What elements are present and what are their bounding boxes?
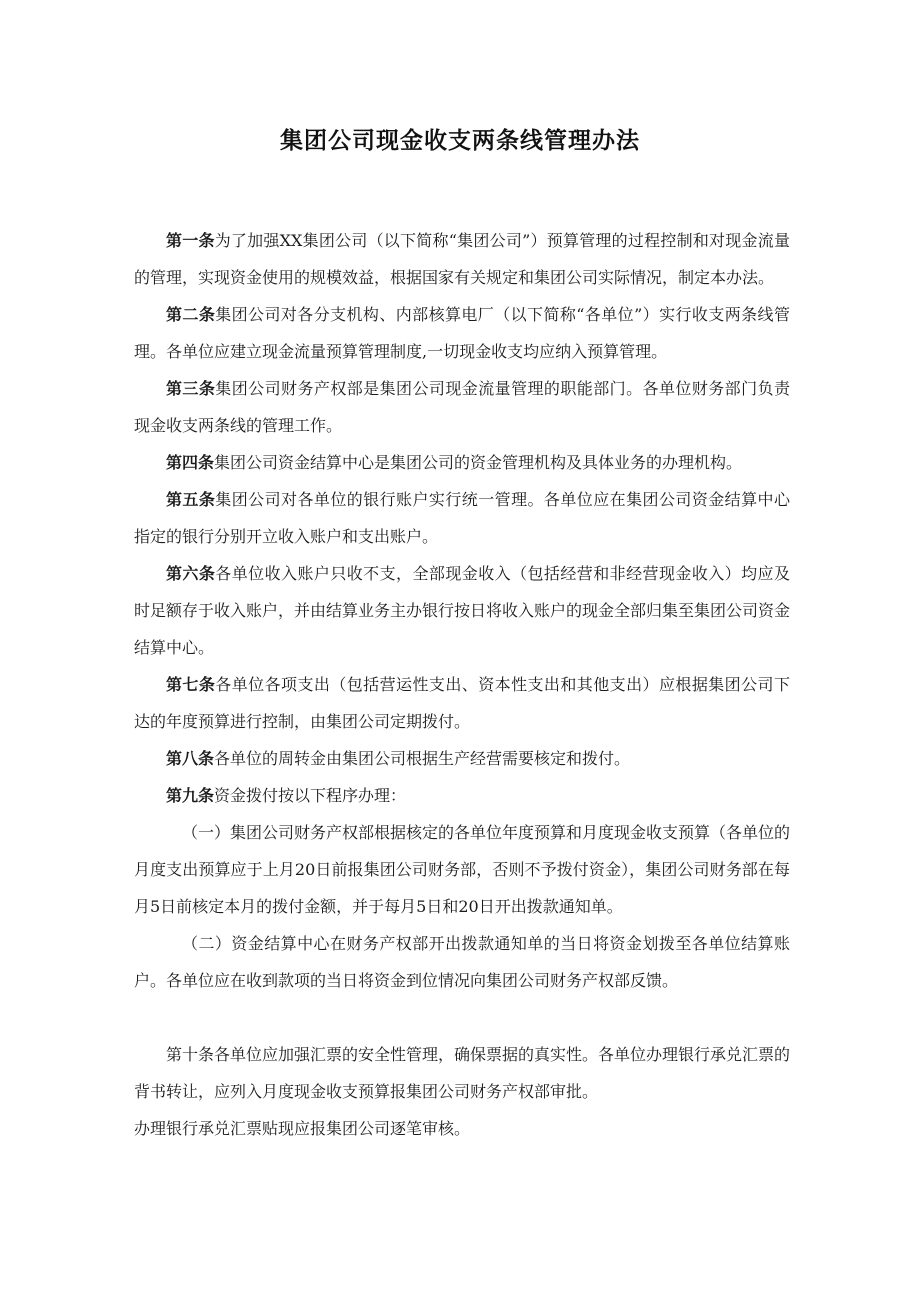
article-3-text: 集团公司财务产权部是集团公司现金流量管理的职能部门。各单位财务部门负责现金收支两条线的管理工作。 xyxy=(134,379,790,435)
document-body xyxy=(134,222,790,1147)
article-6-text: 各单位收入账户只收不支，全部现金收入（包括经营和非经营现金收入）均应及时足额存于收入账户，并由结算业务主办银行按日将收入账户的现金全部归集至集团公司资金结算中心。 xyxy=(134,564,791,657)
article-4-label: 第四条 xyxy=(166,453,215,472)
article-2 xyxy=(134,296,790,370)
article-9-text: 资金拨付按以下程序办理： xyxy=(214,786,407,805)
article-4 xyxy=(134,444,790,481)
article-5-label: 第五条 xyxy=(166,490,216,509)
article-8-text: 各单位的周转金由集团公司根据生产经营需要核定和拨付。 xyxy=(214,749,631,768)
paragraph-gap xyxy=(134,999,790,1036)
document-title: 集团公司现金收支两条线管理办法 xyxy=(280,128,640,154)
article-5 xyxy=(134,481,790,555)
sub-item-2: （二）资金结算中心在财务产权部开出拨款通知单的当日将资金划拨至各单位结算账户。各单位应在收到款项的当日将资金到位情况向集团公司财务产权部反馈。 xyxy=(134,934,790,990)
article-1-text: 为了加强XX集团公司（以下简称“集团公司”）预算管理的过程控制和对现金流量的管理，实现资金使用的规模效益，根据国家有关规定和集团公司实际情况，制定本办法。 xyxy=(134,231,790,287)
article-6 xyxy=(134,555,790,666)
article-9 xyxy=(134,777,790,814)
article-2-label: 第二条 xyxy=(166,305,216,324)
article-1-label: 第一条 xyxy=(166,231,215,250)
article-8-label: 第八条 xyxy=(166,749,215,768)
sub-item-1: （一）集团公司财务产权部根据核定的各单位年度预算和月度现金收支预算（各单位的月度支出预算应于上月20日前报集团公司财务部，否则不予拨付资金），集团公司财务部在每月5日前核定本月的拨付金额，并于每月5日和20日开出拨款通知单。 xyxy=(134,823,791,916)
article-8 xyxy=(134,740,790,777)
article-1 xyxy=(134,222,790,296)
article-7-text: 各单位各项支出（包括营运性支出、资本性支出和其他支出）应根据集团公司下达的年度预算进行控制，由集团公司定期拨付。 xyxy=(134,675,790,731)
article-6-label: 第六条 xyxy=(166,564,216,583)
article-2-text: 集团公司对各分支机构、内部核算电厂（以下简称“各单位”）实行收支两条线管理。各单位应建立现金流量预算管理制度,一切现金收支均应纳入预算管理。 xyxy=(134,305,790,361)
article-7 xyxy=(134,666,790,740)
article-4-text: 集团公司资金结算中心是集团公司的资金管理机构及具体业务的办理机构。 xyxy=(214,453,743,472)
article-3 xyxy=(134,370,790,444)
article-10: 第十条各单位应加强汇票的安全性管理，确保票据的真实性。各单位办理银行承兑汇票的背书转让，应列入月度现金收支预算报集团公司财务产权部审批。 xyxy=(134,1045,791,1101)
article-3-label: 第三条 xyxy=(166,379,216,398)
article-7-label: 第七条 xyxy=(166,675,216,694)
article-9-label: 第九条 xyxy=(166,786,215,805)
closing-line: 办理银行承兑汇票贴现应报集团公司逐笔审核。 xyxy=(134,1119,471,1138)
article-5-text: 集团公司对各单位的银行账户实行统一管理。各单位应在集团公司资金结算中心指定的银行分别开立收入账户和支出账户。 xyxy=(134,490,790,546)
